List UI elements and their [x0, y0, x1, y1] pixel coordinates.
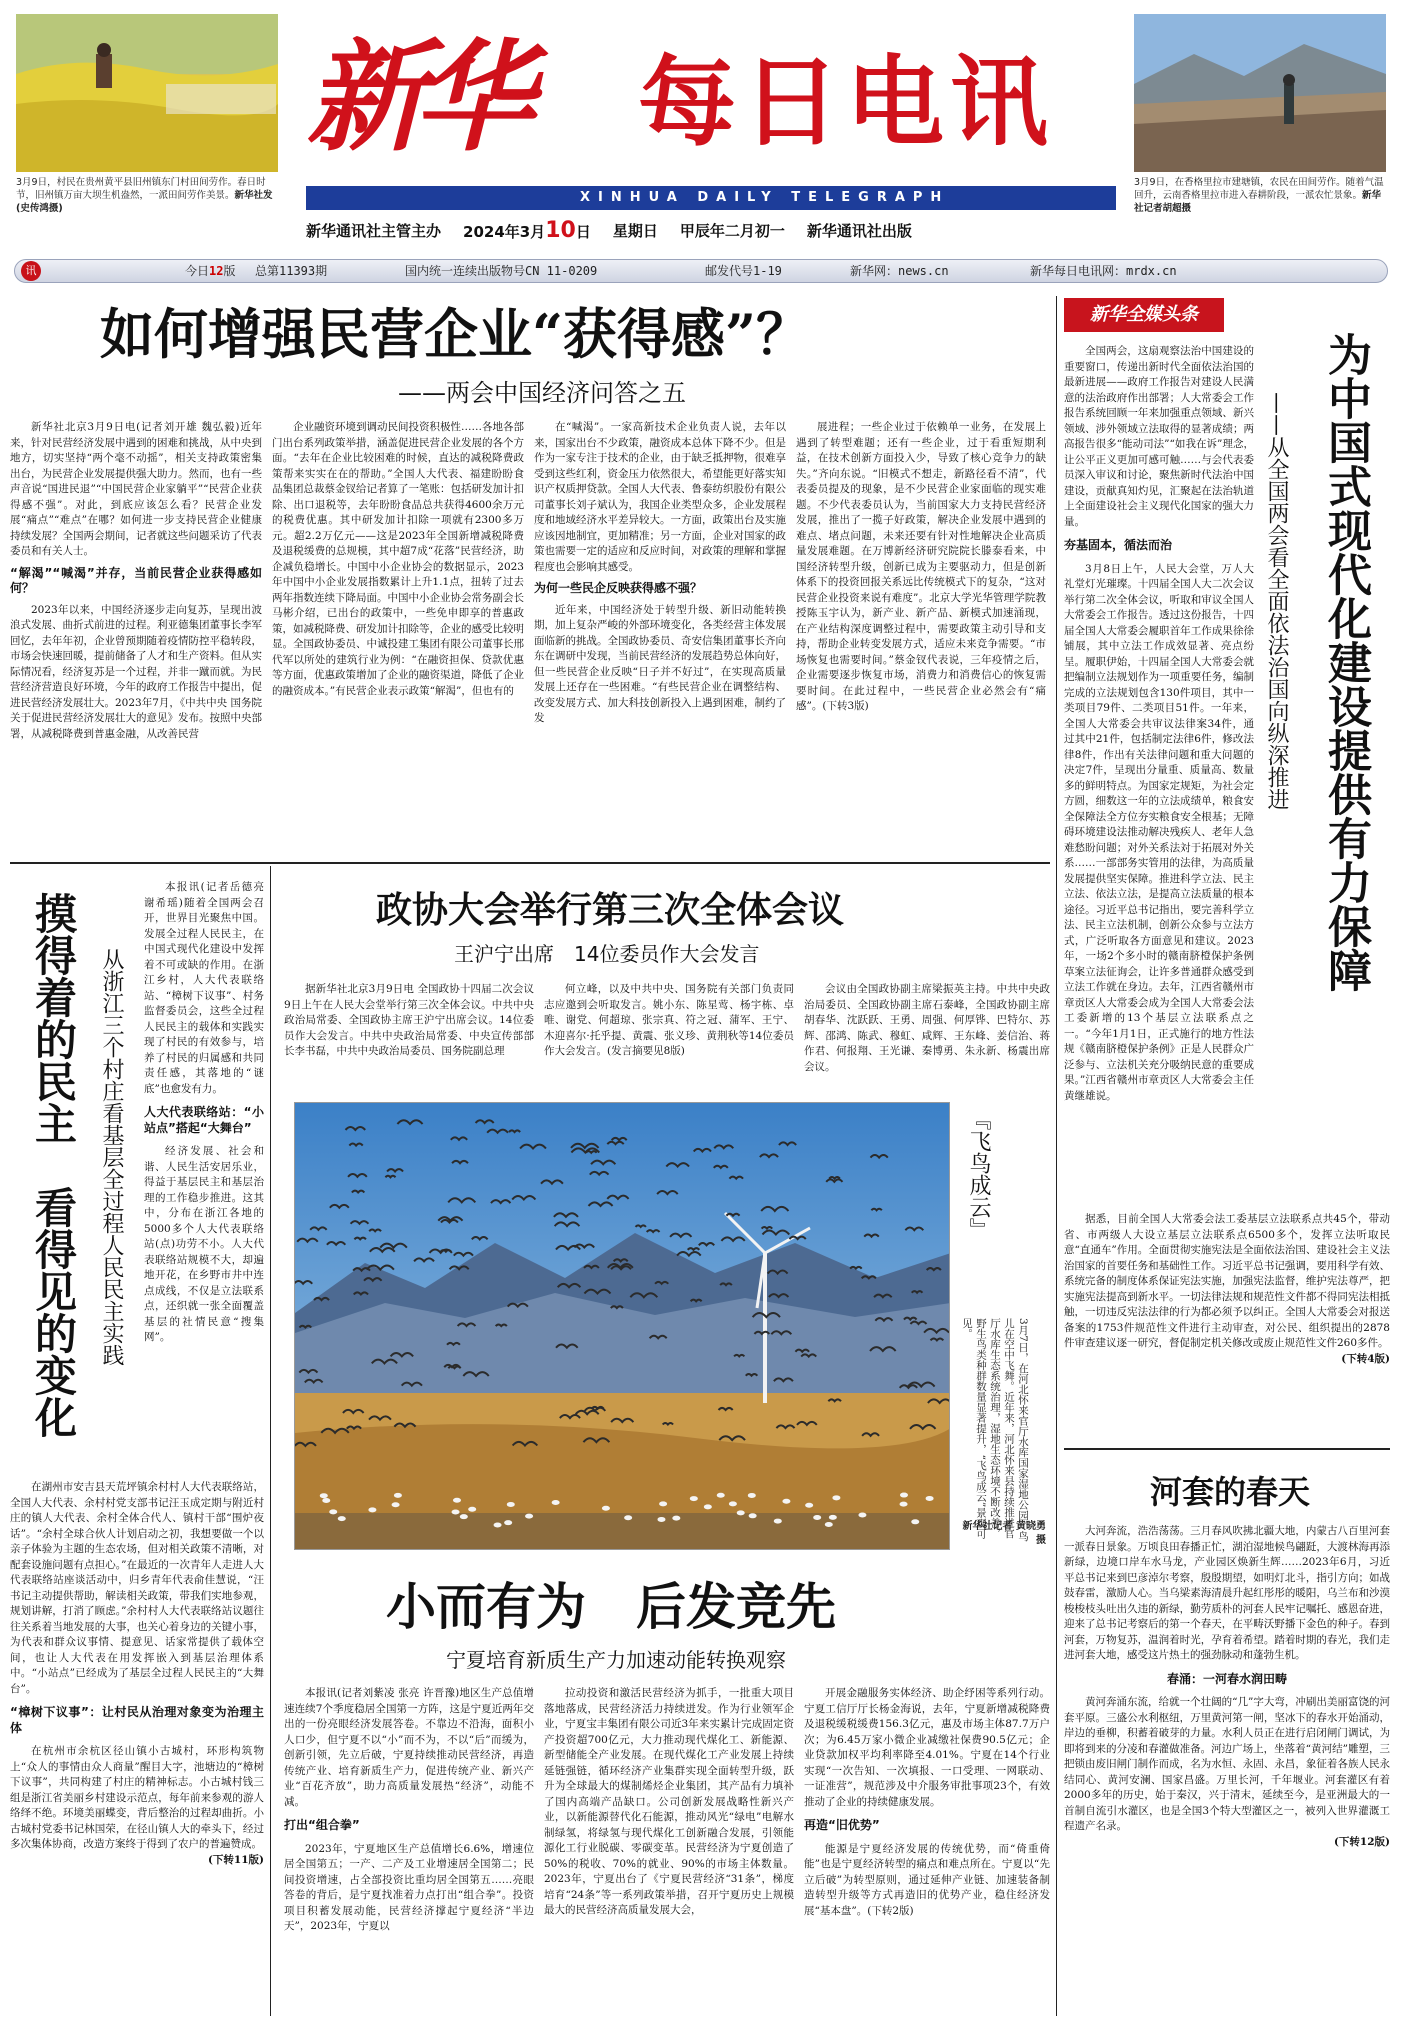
swan-shape — [657, 1517, 665, 1522]
swan-shape — [737, 1510, 745, 1515]
swan-shape — [602, 1506, 610, 1511]
lead-col-3: 在“喊渴”。一家高新技术企业负责人说，去年以来，国家出台不少政策，融资成本总体下降不少。但是作为一家专注于技术的企业，由于缺乏抵押物，很难享受到这些红利，资金压力依然很大，希望能更好落实知识产权质押贷款。全国人大代表、鲁泰纺织股份有限公司董事长刘子斌认为，我国企业类型众多，企业发展程度和地域经济水平差异较大。一方面，政策出台及实施应该因地制宜，更加精准；另一方面，企业对国家的政策也需要一定的适应和反应时间，对政策的理解和掌握程度也会影响其感受。 为何一些民企反映获得感不强？ 近年来，中国经济处于转型升级、新旧动能转换期，加上复杂严峻的外部环境变化，各类经营主体发展面临新的挑战。全国政协委员、奇安信集团董事长齐向东在调研中发现，当前民营经济的发展趋势总体向好，但一些民营企业反映“日子并不好过”，在实现高质量发展上还存在一些困难。“有些民营企业在调整结构、改变发展方式、加大科技创新投入上遇到困难，制约了发 — [534, 421, 786, 724]
ningxia-col-2: 拉动投资和激活民营经济为抓手，一批重大项目落地落成，民营经济活力持续迸发。作为行业领军企业，宁夏宝丰集团有限公司近3年来实累计完成固定资产投资超700亿元，大力推动现代煤化工、新能源、新型储能全产业发展。在现代煤化工产业发展上持续延链强链，循环经济产业集群实现全面转型升级，跃升为全球最大的煤制烯烃企业集团，其产品有力填补了国内高端产品缺口。公司创新发展战略性新兴产业，以新能源替代化石能源，推动风光“绿电”电解水制绿氢，将绿氢与现代煤化工创新融合发展，引领能源化工行业脱碳、零碳变革。民营经济为宁夏创造了50%的税收、70%的就业、90%的市场主体数量。2023年，宁夏出台了《宁夏民营经济“31条”，梯度培育“24条”等一系列政策举措，召开宁夏历史上规模最大的民营经济高质量发展大会， — [544, 1687, 794, 1916]
sidebar-divider — [1064, 1448, 1390, 1450]
swan-shape — [659, 1501, 667, 1506]
ningxia-col-1: 本报讯(记者刘紫凌 张亮 许晋豫)地区生产总值增速连续7个季度稳居全国第一方阵，这是宁夏近两年交出的一份亮眼经济发展答卷。不靠边不沿海，面积小人口少，但宁夏不以“小”而不为，不以“后”而缓为，创新引领，先立后破，宁夏持续推动民营经济，再造传统产业、培育新质生产力，促进传统产业、新兴产业“百花齐放”，助力高质量发展热“经济”，动能不减。 打出“组合拳” 2023年，宁夏地区生产总值增长6.6%，增速位居全国第五；一产、二产及工业增速居全国第二；民间投资增速，占全部投资比重均居全国第五……亮眼答卷的背后，是宁夏找准着力点打出“组合拳”。投资项目积蓄发展动能，民营经济撑起宁夏经济“半边天”，2023年，宁夏以 — [284, 1687, 534, 1932]
masthead-left-caption: 3月9日，村民在贵州黄平县旧州镇东门村田间劳作。春日时节，旧州镇万亩大坝生机盎然，一派田间劳作美景。新华社发(史传鸿摄) — [16, 177, 273, 214]
sidebar-col-bottom: 据悉，目前全国人大常委会法工委基层立法联系点共45个，带动省、市两级人大设立基层立法联系点6500多个，发挥立法听取民意“直通车”作用。全面贯彻实施宪法是全面依法治国、建设社会主义法治国家的首要任务和基础性工作。习近平总书记强调，要用科学有效、系统完备的制度体系保证宪法实施，加强宪法监督，维护宪法尊严，把实施宪法提高到新水平。一切法律法规和规范性文件都不得同宪法相抵触，一切违反宪法法律的行为都必须予以纠正。全国人大常委会对报送备案的1753件规范性文件进行主动审查，对公民、组织提出的2878件审查建议逐一研究，督促制定机关修改或废止规范性文件260多件。 (下转4版) — [1064, 1212, 1390, 1367]
swan-shape — [813, 1515, 821, 1520]
swan-shape — [394, 1493, 402, 1498]
bird-shape — [829, 1177, 840, 1179]
web-address[interactable]: 新华网：news.cn — [850, 264, 949, 278]
swan-shape — [829, 1515, 837, 1520]
spring-body: 大河奔流，浩浩荡荡。三月春风吹拂北疆大地，内蒙古八百里河套一派春日景象。万顷良田春播正忙，湖泊湿地候鸟翩跹，大渡林海再添新绿，边境口岸车水马龙，产业园区焕新生辉……2023年6月，习近平总书记来到巴彦淖尔考察，殷殷期望，如明灯北斗，指引方向；如战鼓春雷，激励人心。当乌梁素海清晨升起红彤彤的暖阳，乌兰布和沙漠梭梭枝头吐出久违的新绿，勤劳质朴的河套人民牢记嘱托、感恩奋进，迎来了总书记考察后的第一个春天，在平畴沃野播下金色的种子。春到河套，万物复苏，温润着时光，孕育着希望。踏着时期的春光，我们走进河套大地，感受这片热土的强劲脉动和蓬勃生机。 春涌：一河春水润田畴 黄河奔涌东流，给就一个壮阔的“几”字大弯，冲刷出美丽富饶的河套平原。三盛公水利枢纽，万里黄河第一闸，坚冰下的春水开始涌动，岸边的垂柳，积蓄着破芽的力量。水利人员正在进行启闭闸门调试，为即将到来的分凌和春灌做准备。河边广场上，坐落着“黄河结”雕塑，三把锁由废旧闸门制作而成，名为水恒、永固、永昌，象征着各族人民永结同心、黄河安澜、国家昌盛。万里长河，千年堰业。河套灌区有着2000多年的历史，始于秦汉，兴于清末，延续至今，是亚洲最大的一首制自流引水灌区，也是全国3个特大型灌区之一，被列入世界灌溉工程遗产名录。 (下转12版) — [1064, 1524, 1390, 1850]
masthead-left-photo — [16, 14, 278, 172]
bird-shape — [509, 1130, 520, 1132]
lead-col-4: 展进程；一些企业过于依赖单一业务，在发展上遇到了转型难题；还有一些企业，过于看重短期利益，在技术创新方面投入少，导致了核心竞争力的缺失。”齐向东说。“旧模式不想走，新路径看不清”，代表委员提及的现象，是不少民营企业家面临的现实难题。不少代表委员认为，当前国家大力支持民营经济发展，推出了一揽子好政策，解决企业发展中遇到的难点、堵点问题，未来还要有针对性地解决企业高质量发展难题。在万博新经济研究院院长滕泰看来，中国经济转型升级，创新已成为主要驱动力，但是创新体系下的投资回报关系远比传统模式下的复杂，“这对民营企业投资来说有难度”。北京大学光华管理学院教授陈玉宇认为，新产业、新产品、新模式加速涌现，在产业结构深度调整过程中，需要政策主动引导和支持，帮助企业转变发展方式，适应未来竞争需要。“市场恢复也需要时间。”蔡金钗代表说，三年疫情之后，企业需要逐步恢复市场，消费力和消费信心的恢复需要时间。在此过程中，一些民营企业必然会有“痛感”。(下转3版) — [796, 421, 1046, 712]
sidebar-subhead-1: 夯基固本，循法而治 — [1064, 538, 1173, 552]
swan-shape — [525, 1514, 533, 1519]
lunar-date: 甲辰年二月初一 — [679, 222, 785, 240]
issue-date: 2024年3月10日 — [463, 218, 591, 243]
serial-number: 总第11393期 — [255, 264, 328, 278]
site-address[interactable]: 新华每日电讯网：mrdx.cn — [1030, 264, 1177, 278]
ningxia-subhead-2: 再造“旧优势” — [804, 1818, 880, 1832]
birds-photo — [294, 1102, 950, 1550]
swan-shape — [460, 1514, 468, 1519]
cppcc-col-1: 据新华社北京3月9日电 全国政协十四届二次会议9日上午在人民大会堂举行第三次全体会议。中共中央政治局常委、全国政协主席王沪宁出席会议。14位委员作大会发言。中共中央政治局常委、中央宣传部部长李书磊，中共中央政治局委员、国务院副总理 — [284, 983, 534, 1057]
bird-shape — [734, 1355, 744, 1357]
swan-shape — [504, 1520, 512, 1525]
ningxia-title: 小而有为 后发竞先 — [386, 1577, 836, 1636]
photo-vertical-title: 『飞鸟成云』 — [966, 1108, 991, 1240]
democracy-col-c: 在湖州市安吉县天荒坪镇余村村人大代表联络站，全国人大代表、余村村党支部书记汪玉成定期与附近村庄的镇人大代表、余村全体合代人、镇村干部“围炉夜话”。“余村全球合伙人计划启动之初，我想要做一个以亲子体验为主题的生态农场，但对相关政策不清晰，对配套设施问题有点担心。”在最近的一次青年人走进人大代表联络站座谈活动中，归乡青年代表俞佳慧说，“汪书记主动提供帮助，解读相关政策，带我们实地参观，规划讲解，打消了顾虑。”余村村人大代表联络站议题往往关系着当地发展的大事，也关心着身边的关键小事，为代表和群众议事情、提意见、话家常提供了载体空间，也让人大代表在用发挥嵌入到基层治理体系中。“小站点”已经成为了基层全过程人民民主的“大舞台”。 “樟树下议事”：让村民从治理对象变为治理主体 在杭州市余杭区径山镇小古城村，环形构筑物上“众人的事情由众人商量”醒目大字，池塘边的“樟树下议事”，共同构建了村庄的精神标志。小古城村钱三组是浙江省美丽乡村建设示范点，每年前来参观的游人络绎不绝。环境美丽蝶变，背后整治的过程却曲折。小古城村党委书记林国荣，在径山镇人大的牵头下，经过多次集体协商，改造方案终于得到了农户的普遍赞成。 (下转11版) — [10, 1480, 264, 1868]
swan-shape — [507, 1502, 515, 1507]
swan-shape — [338, 1516, 346, 1521]
bird-shape — [912, 1291, 923, 1293]
cppcc-col-3: 会议由全国政协副主席梁振英主持。中共中央政治局委员、全国政协副主席石泰峰，全国政协副主席胡春华、沈跃跃、王勇、周强、何厚铧、巴特尔、苏辉、邵鸿、陈武、穆虹、咸辉、王东峰、姜信治、蒋作君、何报翔、王光谦、秦博勇、朱永新、杨震出席会议。 — [804, 983, 1050, 1073]
spring-jump: (下转12版) — [1333, 1835, 1390, 1848]
swan-shape — [782, 1499, 790, 1504]
masthead-title: 每日电讯 — [638, 46, 1055, 160]
swan-shape — [729, 1501, 737, 1506]
swan-shape — [322, 1498, 330, 1503]
swan-shape — [774, 1519, 782, 1524]
swan-shape — [748, 1493, 756, 1498]
democracy-title: 摸得着的民主 看得见的变化 — [29, 892, 78, 1438]
masthead-right-caption: 3月9日，在香格里拉市建塘镇，农民在田间劳作。随着气温回升，云南香格里拉市进入春耕阶段，一派农忙景象。新华社记者胡超摄 — [1134, 177, 1384, 214]
democracy-subhead-2: “樟树下议事”：让村民从治理对象变为治理主体 — [10, 1705, 264, 1735]
publisher: 新华通讯社出版 — [806, 222, 912, 240]
cn-number: 国内统一连续出版物号CN 11-0209 — [405, 264, 598, 278]
democracy-jump: (下转11版) — [207, 1853, 264, 1866]
democracy-right-rule — [270, 866, 271, 2016]
lead-col-2: 企业融资环境到调动民间投资积极性……各地各部门出台系列政策举措，涵盖促进民营企业发展的各个方面。“去年在企业比较困难的时候，直达的减税降费政策帮来实实在在的帮助。”全国人大代表、福建盼盼食品集团总裁蔡金钗给记者算了一笔账：包括研发加计扣除、出口退税等，去年盼盼食品总共获得4600余万元的税费优惠。其中研发加计扣除一项就有2300多万元。超2.2万亿元——这是2023年全国新增减税降费及退税缓费的总规模，其中超7成“花落”民营经济，助企减负稳增长。中国中小企业协会的数据显示，2023年中国中小企业发展指数累计上升1.1点，扭转了过去两年指数连续下降局面。中国中小企业协会常务副会长马彬介绍，已出台的政策中，一些免申即享的普惠政策，如减税降费、研发加计扣除等，企业的感受比较明显。全国政协委员、中诚投建工集团有限公司董事长邢代军以所处的建筑行业为例：“在融资担保、贷款优惠等方面，优惠政策增加了企业的融资渠道，降低了企业的融资成本。”有民营企业表示政策“解渴”，但也有的 — [272, 421, 524, 697]
masthead-english: XINHUA DAILY TELEGRAPH — [580, 190, 950, 205]
bird-shape — [636, 1225, 646, 1227]
swan-shape — [805, 1503, 813, 1508]
sidebar-jump: (下转4版) — [1341, 1352, 1390, 1365]
sidebar-vertical-title: 为中国式现代化建设提供有力保障 — [1320, 332, 1371, 992]
masthead-logo: 新华 — [306, 27, 522, 168]
postal-code: 邮发代号1-19 — [705, 264, 782, 278]
photo-caption: 3月7日，在河北怀来官厅水库国家湿地公园，鸟儿在空中飞舞。近年来，河北怀来县持续推进官厅水库生态系统治理，湿地生态环境不断改善，野生鸟类种群数量显著提升，“飞鸟成云”景观可见。 — [961, 1318, 1029, 1542]
ningxia-subhead-1: 打出“组合拳” — [284, 1818, 360, 1832]
ningxia-col-3: 开展金融服务实体经济、助企纾困等系列行动。宁夏工信厅厅长杨金海说，去年，宁夏新增减税降费及退税缓税缓费156.3亿元，惠及市场主体87.7万户次；为6.45万家小微企业减缴社保费90.5亿元；企业贷款加权平均利率降至4.01%。宁夏在14个行业实现“一次告知、一次填报、一口受理、一网联动、一证准营”，规范涉及中介服务审批事项23个，有效推动了企业的持续健康发展。 再造“旧优势” 能源是宁夏经济发展的传统优势，而“倚重倚能”也是宁夏经济转型的痛点和难点所在。宁夏以“先立后破”为转型原则，通过延伸产业链、加速装备制造转型升级等方式再造旧的优势产业，稳住经济发展“基本盘”。(下转2版) — [804, 1687, 1050, 1917]
swan-shape — [392, 1502, 400, 1507]
swan-shape — [832, 1495, 840, 1500]
xinhua-emblem-icon: 讯 — [21, 261, 41, 281]
democracy-subtitle: 从浙江三个村庄看基层全过程人民民主实践 — [99, 948, 124, 1366]
swan-shape — [717, 1493, 725, 1498]
spring-subhead: 春涌：一河春水润田畴 — [1166, 1671, 1287, 1686]
swan-shape — [825, 1522, 833, 1527]
cppcc-col-2: 何立峰，以及中共中央、国务院有关部门负责同志应邀到会听取发言。姚小东、陈星莺、杨宇栋、卓唯、谢党、何超琼、张宗真、符之冠、蒲军、王宁、木迎喜尔·托乎提、黄震、张义珍、黄荆秋等14位委员作大会发言。(发言摘要见8版) — [544, 983, 794, 1057]
swan-shape — [320, 1493, 328, 1498]
swan-shape — [900, 1493, 908, 1498]
bird-shape — [691, 1300, 702, 1302]
swan-shape — [672, 1516, 680, 1521]
masthead — [0, 0, 1401, 258]
masthead-right-photo — [1134, 14, 1386, 172]
cppcc-title: 政协大会举行第三次全体会议 — [376, 889, 845, 931]
sidebar-badge: 新华全媒头条 — [1064, 298, 1224, 332]
spring-title: 河套的春天 — [1149, 1473, 1310, 1511]
swan-shape — [858, 1512, 866, 1517]
swan-shape — [926, 1496, 934, 1501]
swan-shape — [900, 1502, 908, 1507]
bird-shape — [762, 1227, 773, 1229]
sidebar-vertical-subtitle: ——从全国两会看全面依法治国向纵深推进 — [1264, 392, 1289, 810]
swan-shape — [911, 1519, 919, 1524]
sponsor: 新华通讯社主管主办 — [306, 222, 442, 240]
cppcc-subtitle: 王沪宁出席 14位委员作大会发言 — [454, 942, 760, 966]
swan-shape — [749, 1513, 757, 1518]
info-bar — [14, 259, 1388, 283]
sidebar-left-rule — [1056, 296, 1057, 2016]
photo-credit: 新华社记者 黄晓勇摄 — [962, 1521, 1046, 1546]
swan-shape — [452, 1509, 460, 1514]
swan-shape — [690, 1496, 698, 1501]
democracy-subhead-1: 人大代表联络站：“小站点”搭起“大舞台” — [144, 1105, 264, 1135]
swan-shape — [624, 1515, 632, 1520]
lead-bottom-rule — [10, 862, 1050, 864]
democracy-col-a: 本报讯(记者岳德亮 谢希瑶)随着全国两会召开，世界目光聚焦中国。发展全过程人民民主，在中国式现代化建设中发挥着不可或缺的作用。在浙江乡村，人大代表联络站、“樟树下议事”、村务监督委员会，这些全过程人民民主的载体和实践实现了村民的有效参与，培养了村民的归属感和共同责任感，其落地的“谜底”也愈发有力。 人大代表联络站：“小站点”搭起“大舞台” 经济发展、社会和谐、人民生活安居乐业，得益于基层民主和基层治理的工作稳步推进。这其中，分布在浙江各地的5000多个人大代表联络站(点)功劳不小。人大代表联络站规模不大，却遍地开花，在乡野市井中连点成线，不仅是立法联系点，还织就一张全面覆盖基层的社情民意“搜集网”。 — [144, 881, 264, 1343]
swan-shape — [552, 1500, 560, 1505]
lead-subtitle: ——两会中国经济问答之五 — [398, 379, 686, 407]
bird-shape — [663, 1423, 673, 1425]
weekday: 星期日 — [612, 222, 658, 240]
bird-shape — [871, 1209, 881, 1211]
ningxia-subtitle: 宁夏培育新质生产力加速动能转换观察 — [446, 1648, 786, 1672]
lead-col-1: 新华社北京3月9日电(记者刘开雄 魏弘毅)近年来，针对民营经济发展中遇到的困难和挑战，从中央到地方，切实坚持“两个毫不动摇”，相关支持政策密集出台，为民营企业发展提供强大助力。然而，也有一些声音说“国进民退”“中国民营企业家躺平”“民营企业获得感不强”。对此，到底应该怎么看？民营企业发展“痛点”“难点”在哪？如何进一步支持民营企业健康持续发展？全国两会期间，记者就这些问题采访了代表委员和有关人士。 “解渴”“喊渴”并存，当前民营企业获得感如何？ 2023年以来，中国经济逐步走向复苏，呈现出波浪式发展、曲折式前进的过程。利亚德集团董事长李军回忆，去年年初，企业曾预期随着疫情防控平稳转段，市场会快速回暖，提前储备了人才和生产资料。但从实际情况看，经济复苏是一个过程，并非一蹴而就。为民营经济营造良好环境，今年的政府工作报告中提出，促进民营经济发展壮大。2023年7月，《中共中央 国务院关于促进民营经济发展壮大的意见》发布。按照中央部署，从减税降费到普惠金融，从改善民营 — [10, 421, 262, 740]
swan-shape — [704, 1504, 712, 1509]
bird-shape — [441, 1250, 452, 1252]
lead-title: 如何增强民营企业“获得感”？ — [100, 302, 811, 366]
page-count: 今日12版 — [185, 264, 236, 278]
swan-shape — [468, 1507, 476, 1512]
masthead-dateline — [306, 218, 1116, 244]
sidebar-col-top: 全国两会，这扇观察法治中国建设的重要窗口，传递出新时代全面依法治国的最新进展——政府工作报告对建设人民满意的法治政府作出部署；人大常委会工作报告系统回顾一年来加强重点领域、新兴领域、涉外领域立法取得的显著成绩；两高报告很多“能动司法”“如我在诉”理念，让公平正义更加可感可触……与会代表委员深入审议和讨论，聚焦新时代法治中国建设，贡献真知灼见，汇聚起在法治轨道上全面建设社会主义现代化国家的强大力量。 夯基固本，循法而治 3月8日上午，人民大会堂，万人大礼堂灯光璀璨。十四届全国人大二次会议举行第二次全体会议，听取和审议全国人大常委会工作报告。透过这份报告，十四届全国人大常委会履职首年工作成果徐徐铺展，其中立法工作成效显著、亮点纷呈。履职伊始，十四届全国人大常委会就把编制立法规划作为一项重要任务，编制完成的立法规划包含130件项目，其中一类项目79件、二类项目51件。一年来，全国人大常委会共审议法律案34件，通过其中21件，包括制定法律6件，修改法律8件，作出有关法律问题和重大问题的决定7件，呈现出分量重、质量高、数量多的鲜明特点。为国家定规矩，为社会定方圆，细数这一年的立法成绩单，粮食安全保障法全方位夯实粮食安全根基；无障碍环境建设法推动解决残疾人、老年人急难愁盼问题；对外关系法対于拓展对外关系……一部部务实管用的法律，为高质量发展提供坚实保障。推进科学立法、民主立法、依法立法，是提高立法质量的根本途径。习近平总书记指出，要完善科学立法、民主立法机制，创新公众参与立法方式，广泛听取各方面意见和建议。2023年，一场2个多小时的赣南脐橙保护条例草案立法征询会，让许多普通群众感受到立法工作就在身边。去年，江西省赣州市章贡区人大常委会成为全国人大常委会法工委新增的13个基层立法联系点之一。“今年1月1日，正式施行的地方性法规《赣南脐橙保护条例》正是人民群众广泛参与、立法机关充分吸纳民意的重要成果。”江西省赣州市章贡区人大常委会主任黄继雄说。 — [1064, 345, 1254, 1102]
lead-subhead-2: 为何一些民企反映获得感不强？ — [534, 581, 703, 595]
swan-shape — [494, 1522, 502, 1527]
swan-shape — [368, 1507, 376, 1512]
lead-subhead-1: “解渴”“喊渴”并存，当前民营企业获得感如何？ — [10, 565, 262, 595]
bird-shape — [496, 1324, 507, 1326]
swan-shape — [329, 1509, 337, 1514]
swan-shape — [453, 1498, 461, 1503]
bird-shape — [385, 1176, 395, 1178]
